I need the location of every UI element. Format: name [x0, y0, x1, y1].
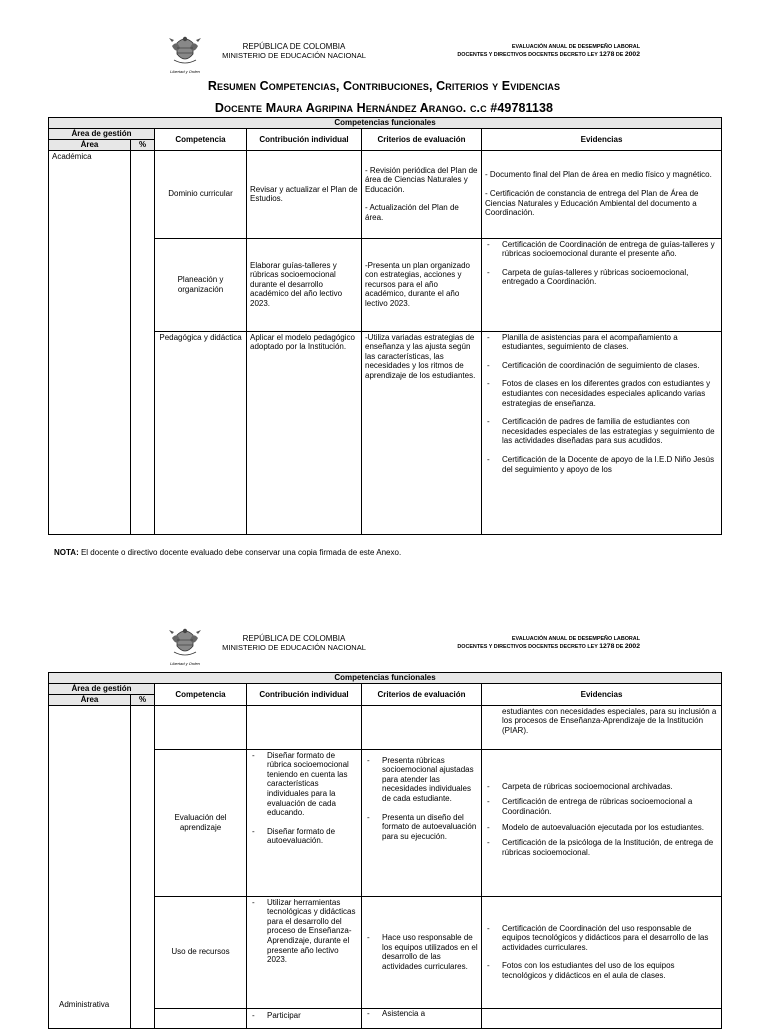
- ministry-block: [214, 42, 374, 60]
- criterios-cell: - Presenta rúbricas socioemocional ajustadas para atender las necesidades individuales de cada estudiante. - Presenta un diseño del formato de autoevaluación para su ejecución.: [362, 749, 482, 896]
- criterios-cell: -Utiliza variadas estrategias de enseñanza y las ajusta según las características, las necesidades y los ritmos de aprendizaje de los estudiantes.: [362, 331, 482, 534]
- table-title: Competencias funcionales: [49, 118, 722, 129]
- pct-cell: [131, 150, 155, 534]
- col-criterios: Criterios de evaluación: [362, 684, 482, 706]
- competencies-table-page2: [48, 672, 722, 1029]
- competencia-cell: Evaluación del aprendizaje: [155, 749, 247, 896]
- col-evidencias: Evidencias: [482, 129, 722, 151]
- criterios-cell: - Asistencia a: [362, 1008, 482, 1028]
- area-administrativa-label: Administrativa: [59, 1000, 110, 1009]
- contribucion-cell: Revisar y actualizar el Plan de Estudios.: [247, 150, 362, 238]
- col-contribucion: Contribución individual: [247, 129, 362, 151]
- col-pct: %: [131, 140, 155, 151]
- evidencias-cell: - Certificación de Coordinación de entrega de guías-talleres y rúbricas socioemocional durante el presente año. - Carpeta de guías-talleres y rúbricas socioemocional, entregado a Coordinación.: [482, 238, 722, 331]
- evaluation-block: [380, 43, 640, 59]
- ministerio-text: MINISTERIO DE EDUCACIÓN NACIONAL: [222, 643, 366, 652]
- col-contribucion: Contribución individual: [247, 684, 362, 706]
- competencia-cell: Pedagógica y didáctica: [155, 331, 247, 534]
- document-title-line2: Docente Maura Agripina Hernández Arango. c.c #49781138: [214, 101, 554, 115]
- document-title-line1: Resumen Competencias, Contribuciones, Criterios y Evidencias: [207, 79, 561, 93]
- evaluation-line2: DOCENTES Y DIRECTIVOS DOCENTES DECRETO LEY 1278 DE 2002: [457, 643, 640, 650]
- table-row: [49, 150, 722, 238]
- evidencias-cell: - Carpeta de rúbricas socioemocional archivadas. - Certificación de entrega de rúbricas socioemocional a Coordinación. - Modelo de autoevaluación ejecutada por los estudiantes. - Certificación de la psicóloga de la Institución, de entrega de rúbricas socioemocional.: [482, 749, 722, 896]
- competencies-table-page1: [48, 117, 722, 535]
- col-competencia: Competencia: [155, 129, 247, 151]
- republica-text: REPÚBLICA DE COLOMBIA: [242, 42, 346, 51]
- col-area-gestion: Área de gestión: [49, 684, 155, 695]
- criterios-cell: - Revisión periódica del Plan de área de Ciencias Naturales y Educación. - Actualización del Plan de área.: [362, 150, 482, 238]
- contribucion-cell: - Participar: [247, 1008, 362, 1028]
- competencia-cell: Uso de recursos: [155, 896, 247, 1008]
- col-area: Área: [49, 695, 131, 706]
- contribucion-cell: - Utilizar herramientas tecnológicas y didácticas para el desarrollo del proceso de Enseñanza-Aprendizaje, durante el presente año lectivo 2023.: [247, 896, 362, 1008]
- motto-text: Libertad y Orden: [170, 69, 200, 74]
- evaluation-line1: EVALUACIÓN ANUAL DE DESEMPEÑO LABORAL: [511, 44, 640, 50]
- contribucion-cell: Aplicar el modelo pedagógico adoptado por la Institución.: [247, 331, 362, 534]
- criterios-cell: [362, 705, 482, 749]
- col-area: Área: [49, 140, 131, 151]
- ministry-block: [214, 634, 374, 652]
- competencia-cell: [155, 1008, 247, 1028]
- evidencias-cell: [482, 1008, 722, 1028]
- table-title: Competencias funcionales: [49, 673, 722, 684]
- table-row: [49, 705, 722, 749]
- criterios-cell: -Presenta un plan organizado con estrategias, acciones y recursos para el año académico, durante el año lectivo 2023.: [362, 238, 482, 331]
- area-cell: [49, 705, 131, 1028]
- page2-header: [0, 626, 768, 672]
- area-cell: Académica: [49, 150, 131, 534]
- nota-text: NOTA: El docente o directivo docente evaluado debe conservar una copia firmada de este Anexo.: [54, 548, 402, 557]
- evidencias-cell: - Documento final del Plan de área en medio físico y magnético. - Certificación de constancia de entrega del Plan de Área de Ciencias Naturales y Educación Ambiental del documento a Coordinación.: [482, 150, 722, 238]
- evaluation-line2: DOCENTES Y DIRECTIVOS DOCENTES DECRETO LEY 1278 DE 2002: [457, 51, 640, 58]
- contribucion-cell: - Diseñar formato de rúbrica socioemocional teniendo en cuenta las características individuales para la evaluación de cada educando. - Diseñar formato de autoevaluación.: [247, 749, 362, 896]
- pct-cell: [131, 705, 155, 1028]
- criterios-cell: - Hace uso responsable de los equipos utilizados en el desarrollo de las actividades curriculares.: [362, 896, 482, 1008]
- coat-of-arms-icon: [168, 34, 202, 80]
- col-criterios: Criterios de evaluación: [362, 129, 482, 151]
- coat-of-arms-icon: [168, 626, 202, 672]
- evidencias-cell: - Planilla de asistencias para el acompañamiento a estudiantes, seguimiento de clases. - Certificación de coordinación de seguimiento de clases. - Fotos de clases en los diferentes grados con estudiantes y estudiantes con necesidades especiales aplicando varias estrategias de enseñanza. - Certificación de padres de familia de estudiantes con necesidades especiales de las estrategias y seguimiento de las actividades diseñadas para sus acudidos. - Certificación de la Docente de apoyo de la I.E.D Niño Jesús del seguimiento y apoyo de los: [482, 331, 722, 534]
- contribucion-cell: [247, 705, 362, 749]
- evaluation-block: [380, 635, 640, 651]
- contribucion-cell: Elaborar guías-talleres y rúbricas socioemocional durante el desarrollo académico del año lectivo 2023.: [247, 238, 362, 331]
- competencia-cell: Dominio curricular: [155, 150, 247, 238]
- motto-text: Libertad y Orden: [170, 661, 200, 666]
- col-evidencias: Evidencias: [482, 684, 722, 706]
- col-area-gestion: Área de gestión: [49, 129, 155, 140]
- page1-header: [0, 34, 768, 80]
- evaluation-line1: EVALUACIÓN ANUAL DE DESEMPEÑO LABORAL: [511, 636, 640, 642]
- evidencias-continuation-cell: estudiantes con necesidades especiales, para su inclusión a los procesos de Enseñanza-Aprendizaje de la Institución (PIAR).: [482, 705, 722, 749]
- evidencias-cell: - Certificación de Coordinación del uso responsable de equipos tecnológicos y didácticos para el desarrollo de las actividades curriculares. - Fotos con los estudiantes del uso de los equipos tecnológicos y didácticos en el aula de clases.: [482, 896, 722, 1008]
- col-pct: %: [131, 695, 155, 706]
- ministerio-text: MINISTERIO DE EDUCACIÓN NACIONAL: [222, 51, 366, 60]
- republica-text: REPÚBLICA DE COLOMBIA: [242, 634, 346, 643]
- competencia-cell: Planeación y organización: [155, 238, 247, 331]
- competencia-cell: [155, 705, 247, 749]
- col-competencia: Competencia: [155, 684, 247, 706]
